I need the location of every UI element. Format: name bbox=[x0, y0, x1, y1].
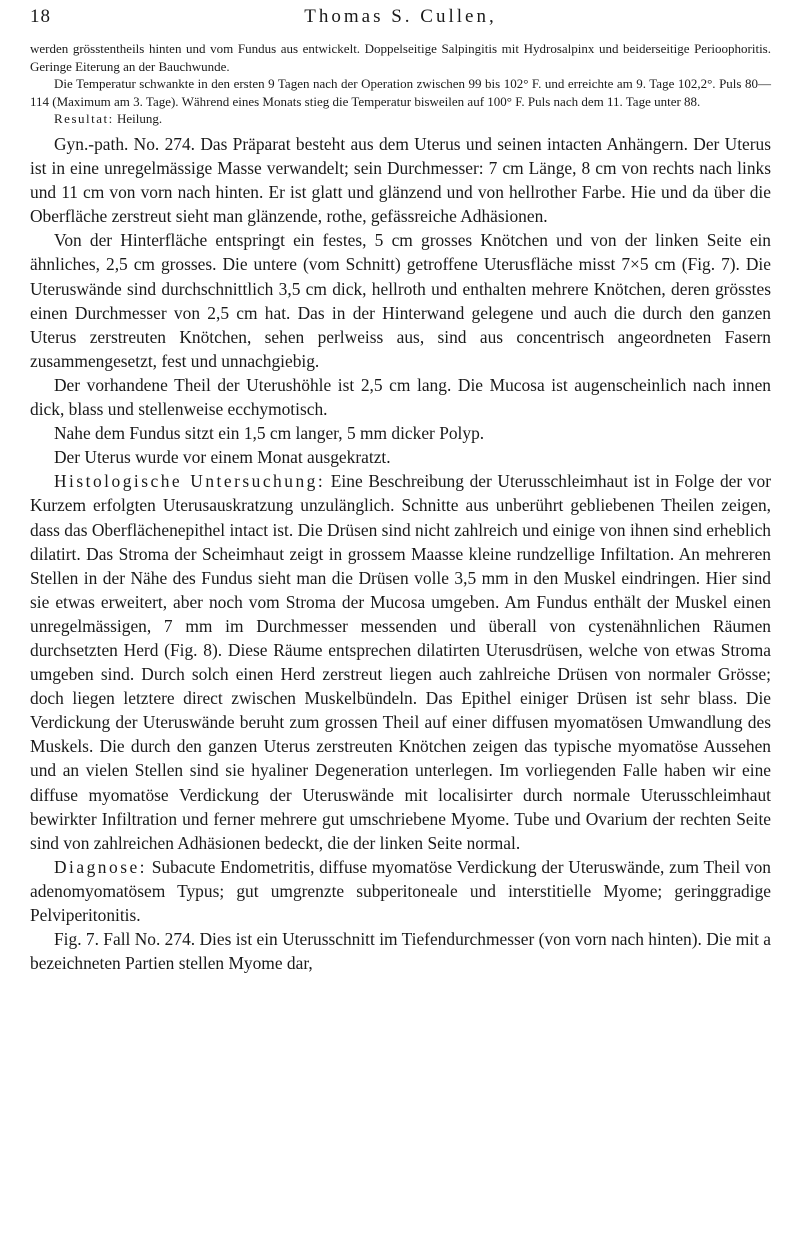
page-number: 18 bbox=[30, 6, 51, 27]
page-header bbox=[30, 6, 771, 30]
histology-paragraph bbox=[30, 469, 771, 855]
running-head: Thomas S. Cullen, bbox=[304, 6, 497, 27]
histology-text: Eine Beschreibung der Uterusschleimhaut ist in Folge der vor Kurzem erfolgten Uterusauskratzung unzulänglich. Schnitte aus unberührt gebliebenen Theilen zeigen, dass das Oberflächenepithel intact ist. Die Drüsen sind nicht zahlreich und einige von ihnen sind erheblich dilatirt. Das Stroma der Scheimhaut zeigt in grossem Maasse kleine rundzellige Infiltation. An mehreren Stellen in der Nähe des Fundus sieht man die Drüsen volle 3,5 mm in den Muskel eindringen. Hier sind sie etwas erweitert, aber noch vom Stroma der Mucosa umgeben. Am Fundus enthält der Muskel einen unregelmässigen, 7 mm im Durchmesser messenden und überall von cystenähnlichen Räumen durchsetzten Herd (Fig. 8). Diese Räume entsprechen dilatirten Uterusdrüsen, welche von etwas Stroma umgeben sind. Durch solch einen Herd zerstreut liegen auch zahlreiche Drüsen von normaler Grösse; doch liegen letztere direct zwischen Muskelbündeln. Das Epithel einiger Drüsen ist sehr blass. Die Verdickung der Uteruswände beruht zum grossen Theil auf einer diffusen myomatösen Umwandlung des Muskels. Die durch den ganzen Uterus zerstreuten Knötchen zeigen das typische myomatöse Aussehen und an vielen Stellen sind sie hyaliner Degeneration unterlegen. Im vorliegenden Falle haben wir eine diffuse myomatöse Verdickung der Uteruswände mit localisirter durch normale Uterusschleimhaut bewirkter Infiltration und ferner mehrere gut umschriebene Myome. Tube und Ovarium der rechten Seite sind von zahlreichen Adhäsionen bedeckt, die der linken Seite normal. bbox=[30, 471, 771, 853]
diagnosis-paragraph bbox=[30, 855, 771, 927]
case-274-intro: Gyn.-path. No. 274. Das Präparat besteht aus dem Uterus und seinen intacten Anhängern. Der Uterus ist in eine unregelmässige Masse verwandelt; sein Durchmesser: 7 cm Länge, 8 cm von rechts nach links und 11 cm von vorn nach hinten. Er ist glatt und glänzend und von hellrother Farbe. Hie und da über die Oberfläche zerstreut sieht man glänzende, rothe, gefässreiche Adhäsionen. bbox=[30, 134, 771, 227]
case-274-polyp: Nahe dem Fundus sitzt ein 1,5 cm langer, 5 mm dicker Polyp. bbox=[54, 423, 485, 444]
case-274-curettage: Der Uterus wurde vor einem Monat ausgekratzt. bbox=[54, 447, 391, 468]
case-274-nodules: Von der Hinterfläche entspringt ein festes, 5 cm grosses Knötchen und von der linken Seite ein ähnliches, 2,5 cm grosses. Die untere (vom Schnitt) getroffene Uterusfläche misst 7×5 cm (Fig. 7). Die Uteruswände sind durchschnittlich 3,5 cm dick, hellroth und enthalten mehrere Knötchen, deren grösstes einen Durchmesser von 2,5 cm hat. Das in der Hinterwand gelegene und auch die durch den ganzen Uterus zerstreuten Knötchen, sehen perlweiss aus, sind aus concentrisch angeordneten Fasern zusammengesetzt, fest und unnachgiebig. bbox=[30, 230, 771, 371]
case-274-cavity: Der vorhandene Theil der Uterushöhle ist 2,5 cm lang. Die Mucosa ist augenscheinlich nach innen dick, blass und stellenweise ecchymotisch. bbox=[30, 374, 771, 420]
case-end-paragraph: werden grösstentheils hinten und vom Fundus aus entwickelt. Doppelseitige Salpingitis mit Hydrosalpinx und beiderseitige Perioophoritis. Geringe Eiterung an der Bauchwunde. bbox=[30, 41, 771, 74]
result-text: Heilung. bbox=[113, 111, 163, 127]
result-label: Resultat: bbox=[54, 111, 114, 127]
diagnosis-label: Diagnose: bbox=[54, 856, 148, 877]
case-274-section bbox=[30, 132, 771, 975]
diagnosis-text: Subacute Endometritis, diffuse myomatöse Verdickung der Uteruswände, zum Theil von adenomyomatösem Typus; gut umgrenzte subperitoneale und interstitielle Myome; geringgradige Pelviperitonitis. bbox=[30, 856, 771, 925]
temperature-paragraph: Die Temperatur schwankte in den ersten 9 Tagen nach der Operation zwischen 99 bis 102° F. und erreichte am 9. Tage 102,2°. Puls 80—114 (Maximum am 3. Tage). Während eines Monats stieg die Temperatur bisweilen auf 100° F. Puls nach dem 11. Tage unter 88. bbox=[30, 76, 771, 109]
figure-caption: Fig. 7. Fall No. 274. Dies ist ein Uterusschnitt im Tiefendurchmesser (von vorn nach hinten). Die mit a bezeichneten Partien stellen Myome dar, bbox=[30, 929, 771, 974]
case-end-section bbox=[30, 40, 771, 128]
histology-label: Histologische Untersuchung: bbox=[54, 471, 326, 492]
result-paragraph bbox=[30, 110, 771, 128]
